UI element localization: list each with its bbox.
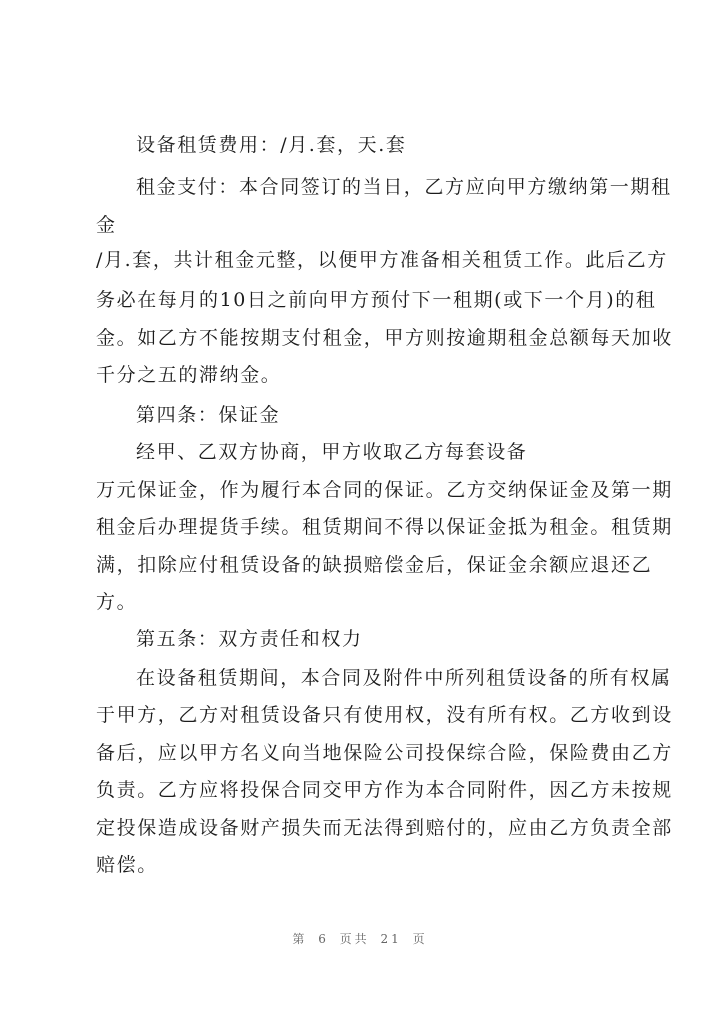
paragraph-line: /月.套，共计租金元整，以便甲方准备相关租赁工作。此后乙方 [96, 249, 668, 271]
paragraph-line: 于甲方，乙方对租赁设备只有使用权，没有所有权。乙方收到设 [96, 704, 673, 726]
paragraph-line: 方。 [96, 591, 138, 613]
paragraph-line: 金。如乙方不能按期支付租金，甲方则按逾期租金总额每天加收 [96, 327, 673, 349]
rent-payment-line: 租金支付：本合同签订的当日，乙方应向甲方缴纳第一期租 [136, 176, 672, 198]
paragraph-line: 在设备租赁期间，本合同及附件中所列租赁设备的所有权属 [136, 667, 672, 689]
article-4-heading: 第四条：保证金 [136, 404, 281, 426]
paragraph-line: 租金后办理提货手续。租赁期间不得以保证金抵为租金。租赁期 [96, 516, 673, 538]
paragraph-line: 备后，应以甲方名义向当地保险公司投保综合险，保险费由乙方 [96, 742, 673, 764]
paragraph-line: 务必在每月的10日之前向甲方预付下一租期(或下一个月)的租 [96, 289, 657, 311]
equipment-rental-fee-line: 设备租赁费用：/月.套，天.套 [136, 134, 407, 156]
paragraph-line: 负责。乙方应将投保合同交甲方作为本合同附件，因乙方未按规 [96, 779, 673, 801]
article-5-heading: 第五条：双方责任和权力 [136, 628, 363, 650]
page-number-footer: 第 6 页共 21 页 [292, 932, 428, 946]
paragraph-line: 千分之五的滞纳金。 [96, 364, 282, 386]
paragraph-line: 万元保证金，作为履行本合同的保证。乙方交纳保证金及第一期 [96, 479, 673, 501]
paragraph-line: 赔偿。 [96, 854, 158, 876]
paragraph-line: 金 [96, 214, 117, 236]
paragraph-line: 定投保造成设备财产损失而无法得到赔付的，应由乙方负责全部 [96, 817, 673, 839]
paragraph-line: 满，扣除应付租赁设备的缺损赔偿金后，保证金余额应退还乙 [96, 554, 653, 576]
paragraph-line: 经甲、乙双方协商，甲方收取乙方每套设备 [136, 441, 528, 463]
